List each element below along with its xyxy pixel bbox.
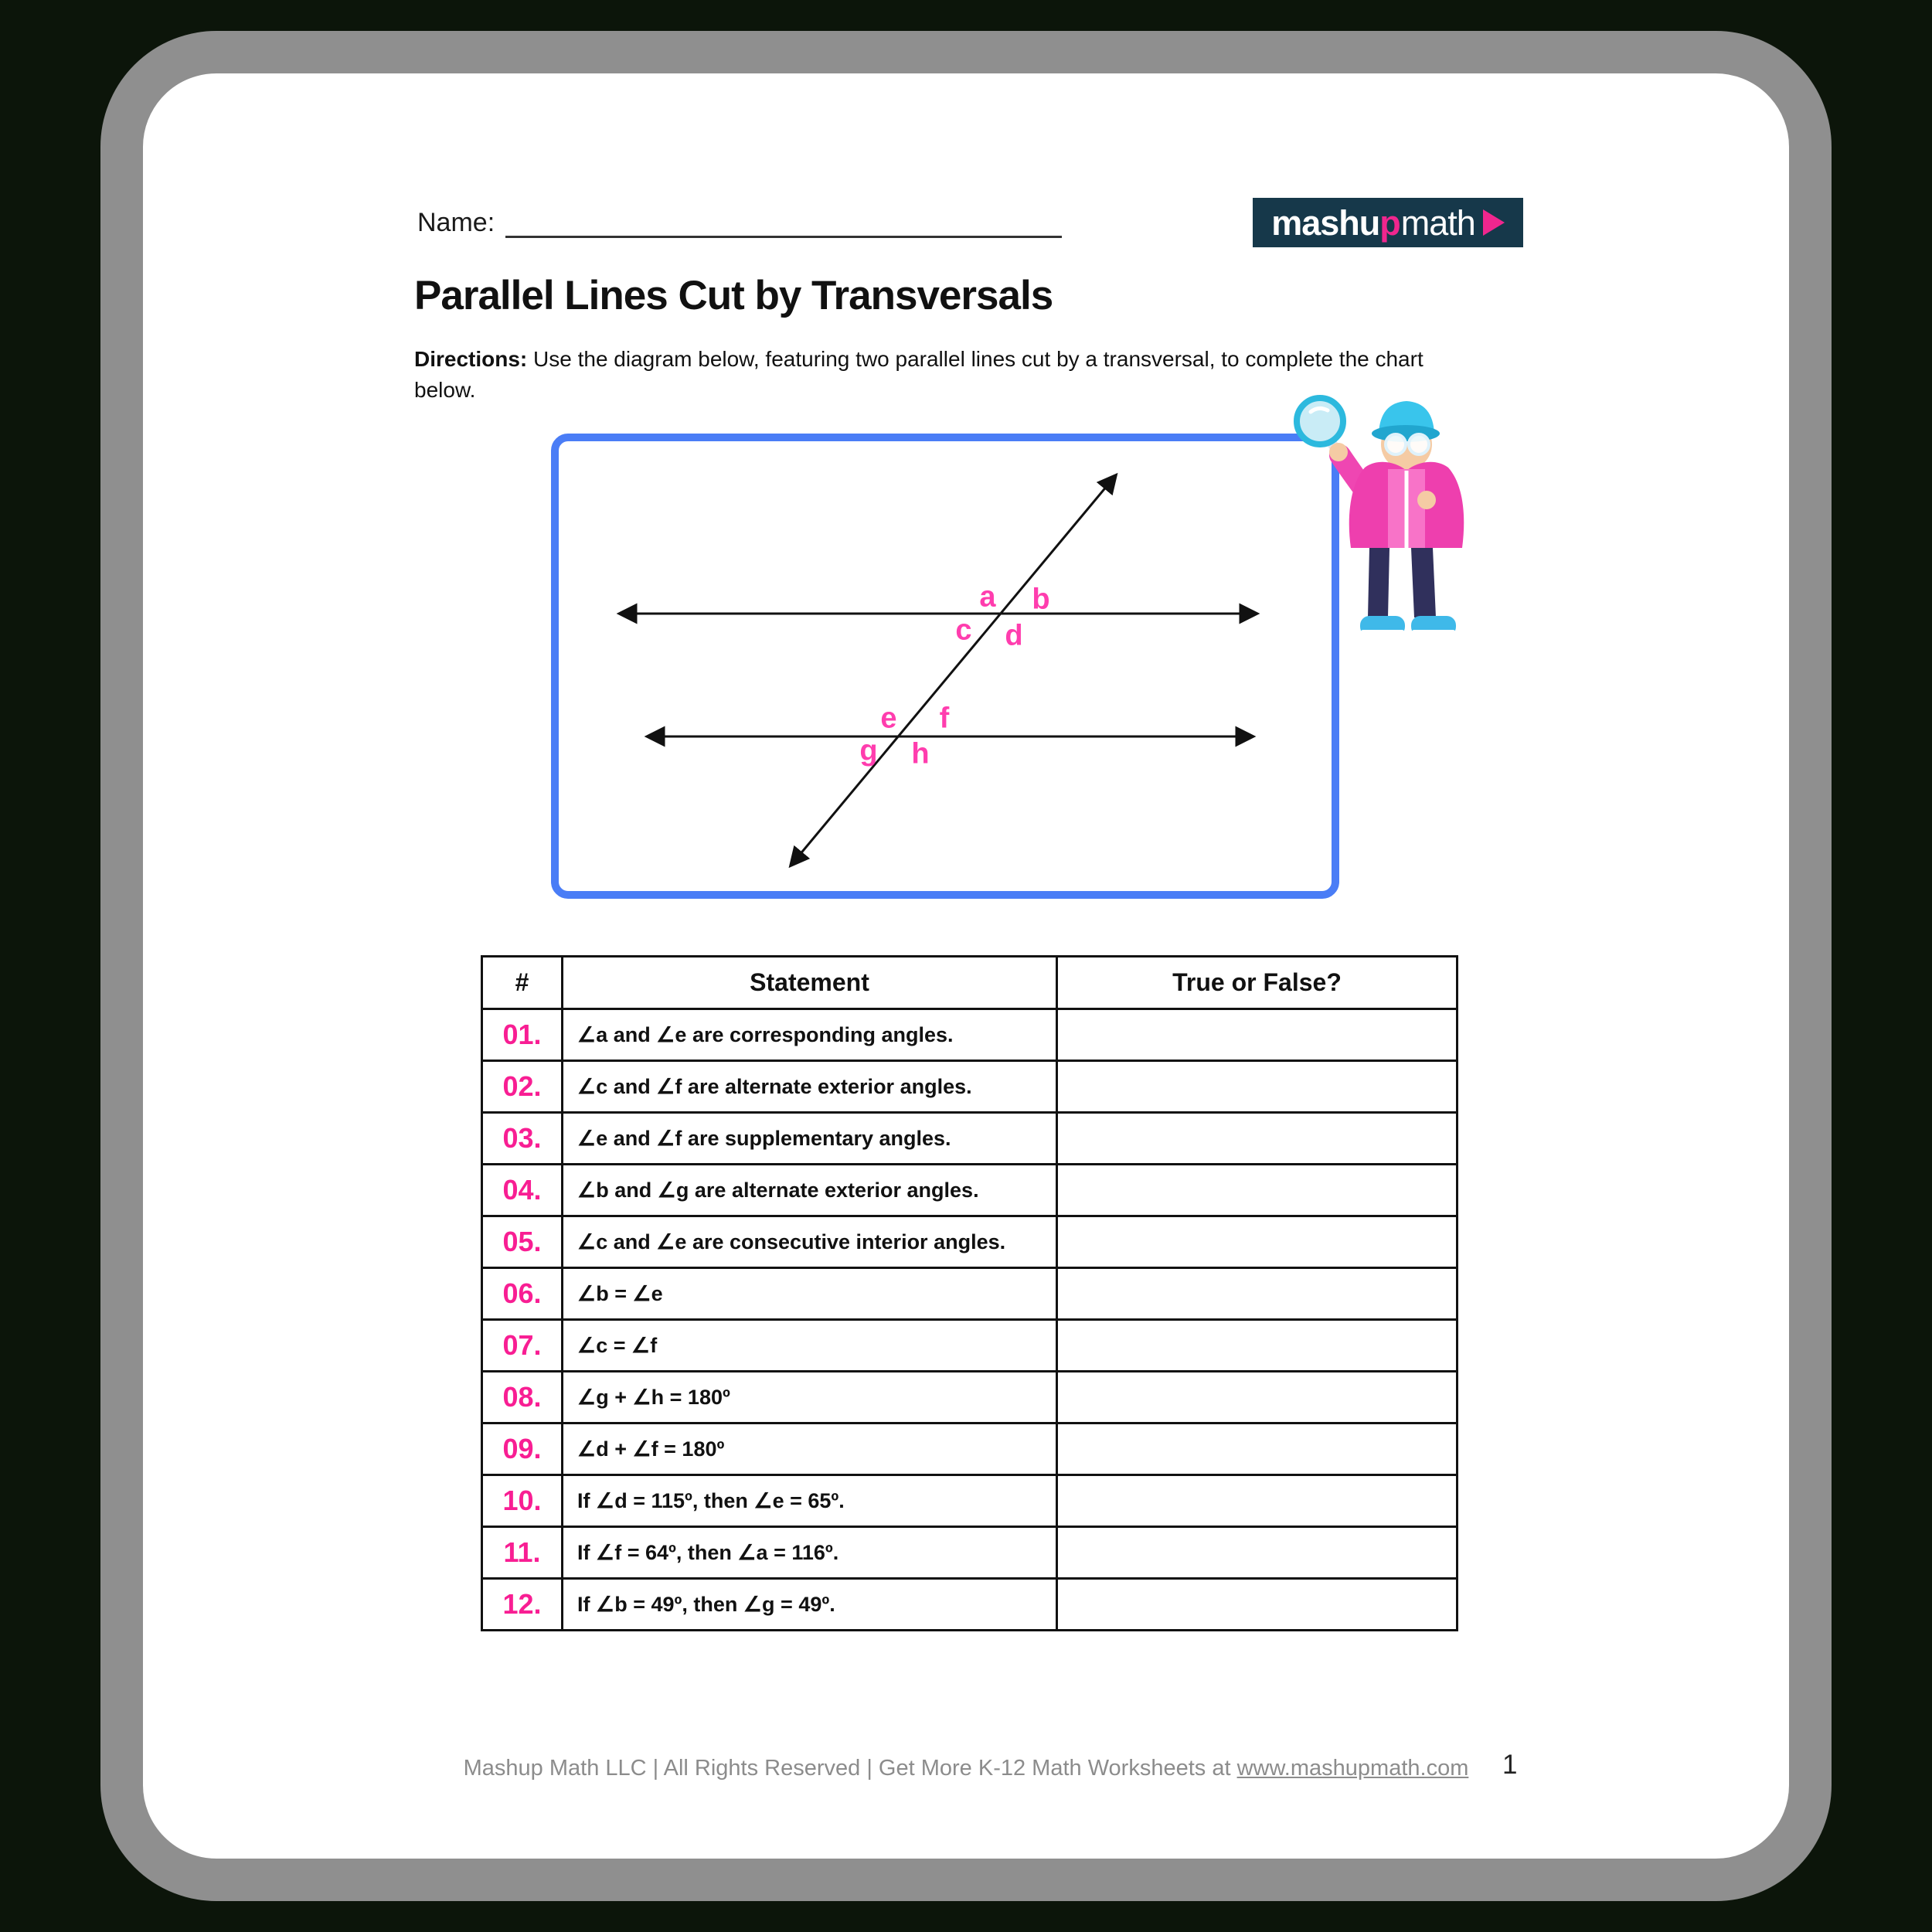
transversal-line bbox=[791, 476, 1115, 865]
name-blank-line[interactable] bbox=[505, 207, 1062, 238]
footer bbox=[0, 1756, 1932, 1781]
statement-cell: ∠b = ∠e bbox=[563, 1268, 1057, 1320]
name-label: Name: bbox=[417, 208, 495, 237]
mascot-glasses bbox=[1386, 434, 1406, 454]
row-number: 03. bbox=[482, 1113, 563, 1165]
row-number: 08. bbox=[482, 1372, 563, 1423]
parallel-lines-diagram bbox=[559, 441, 1332, 891]
table-row bbox=[482, 1009, 1458, 1061]
statement-cell: ∠c = ∠f bbox=[563, 1320, 1057, 1372]
statement-cell: ∠d + ∠f = 180º bbox=[563, 1423, 1057, 1475]
play-icon bbox=[1483, 209, 1505, 236]
true-false-table bbox=[481, 955, 1458, 1631]
statement-cell: If ∠d = 115º, then ∠e = 65º. bbox=[563, 1475, 1057, 1527]
row-number: 12. bbox=[482, 1579, 563, 1631]
table-row bbox=[482, 1165, 1458, 1216]
name-row bbox=[417, 207, 1062, 238]
footer-link[interactable]: www.mashupmath.com bbox=[1236, 1756, 1469, 1781]
row-number: 09. bbox=[482, 1423, 563, 1475]
answer-cell[interactable] bbox=[1057, 1475, 1458, 1527]
col-header-true-false: True or False? bbox=[1057, 957, 1458, 1009]
statement-cell: If ∠b = 49º, then ∠g = 49º. bbox=[563, 1579, 1057, 1631]
diagram-box bbox=[551, 434, 1339, 899]
table-row bbox=[482, 1579, 1458, 1631]
angle-label-b: b bbox=[1032, 583, 1050, 616]
answer-cell[interactable] bbox=[1057, 1372, 1458, 1423]
angle-label-a: a bbox=[979, 580, 996, 614]
row-number: 02. bbox=[482, 1061, 563, 1113]
statement-cell: ∠b and ∠g are alternate exterior angles. bbox=[563, 1165, 1057, 1216]
answer-cell[interactable] bbox=[1057, 1423, 1458, 1475]
table-row bbox=[482, 1320, 1458, 1372]
answer-cell[interactable] bbox=[1057, 1527, 1458, 1579]
table-row bbox=[482, 1475, 1458, 1527]
col-header-statement: Statement bbox=[563, 957, 1057, 1009]
col-header-number: # bbox=[482, 957, 563, 1009]
directions-label: Directions: bbox=[414, 347, 528, 371]
table-row bbox=[482, 1061, 1458, 1113]
row-number: 07. bbox=[482, 1320, 563, 1372]
row-number: 10. bbox=[482, 1475, 563, 1527]
table-header-row bbox=[482, 957, 1458, 1009]
answer-cell[interactable] bbox=[1057, 1061, 1458, 1113]
table-row bbox=[482, 1113, 1458, 1165]
angle-label-g: g bbox=[859, 734, 878, 767]
answer-cell[interactable] bbox=[1057, 1579, 1458, 1631]
statement-cell: ∠g + ∠h = 180º bbox=[563, 1372, 1057, 1423]
table-row bbox=[482, 1216, 1458, 1268]
row-number: 04. bbox=[482, 1165, 563, 1216]
footer-text: Mashup Math LLC | All Rights Reserved | Get More K-12 Math Worksheets at bbox=[463, 1756, 1237, 1781]
logo-text-p: p bbox=[1379, 202, 1401, 243]
table-row bbox=[482, 1423, 1458, 1475]
logo-text-mashu: mashu bbox=[1271, 202, 1380, 243]
statement-cell: ∠c and ∠f are alternate exterior angles. bbox=[563, 1061, 1057, 1113]
table-row bbox=[482, 1372, 1458, 1423]
row-number: 06. bbox=[482, 1268, 563, 1320]
row-number: 01. bbox=[482, 1009, 563, 1061]
answer-cell[interactable] bbox=[1057, 1268, 1458, 1320]
page-title: Parallel Lines Cut by Transversals bbox=[414, 273, 1053, 318]
answer-cell[interactable] bbox=[1057, 1165, 1458, 1216]
angle-label-h: h bbox=[911, 737, 930, 770]
page-number: 1 bbox=[1502, 1750, 1518, 1780]
statement-cell: If ∠f = 64º, then ∠a = 116º. bbox=[563, 1527, 1057, 1579]
answer-cell[interactable] bbox=[1057, 1216, 1458, 1268]
answer-cell[interactable] bbox=[1057, 1113, 1458, 1165]
answer-cell[interactable] bbox=[1057, 1320, 1458, 1372]
statement-cell: ∠a and ∠e are corresponding angles. bbox=[563, 1009, 1057, 1061]
statement-cell: ∠e and ∠f are supplementary angles. bbox=[563, 1113, 1057, 1165]
table-row bbox=[482, 1268, 1458, 1320]
directions-body: Use the diagram below, featuring two parallel lines cut by a transversal, to complete the chart below. bbox=[414, 347, 1423, 402]
row-number: 05. bbox=[482, 1216, 563, 1268]
row-number: 11. bbox=[482, 1527, 563, 1579]
angle-label-c: c bbox=[955, 614, 972, 647]
mascot-illustration bbox=[1289, 376, 1498, 678]
angle-label-d: d bbox=[1005, 619, 1023, 652]
mashupmath-logo bbox=[1253, 198, 1523, 247]
magnifier-lens bbox=[1297, 398, 1343, 444]
mascot-pants bbox=[1368, 548, 1389, 617]
angle-label-f: f bbox=[939, 702, 950, 735]
table-row bbox=[482, 1527, 1458, 1579]
logo-text-math: math bbox=[1400, 202, 1475, 243]
statement-cell: ∠c and ∠e are consecutive interior angles. bbox=[563, 1216, 1057, 1268]
answer-cell[interactable] bbox=[1057, 1009, 1458, 1061]
angle-label-e: e bbox=[880, 702, 897, 735]
